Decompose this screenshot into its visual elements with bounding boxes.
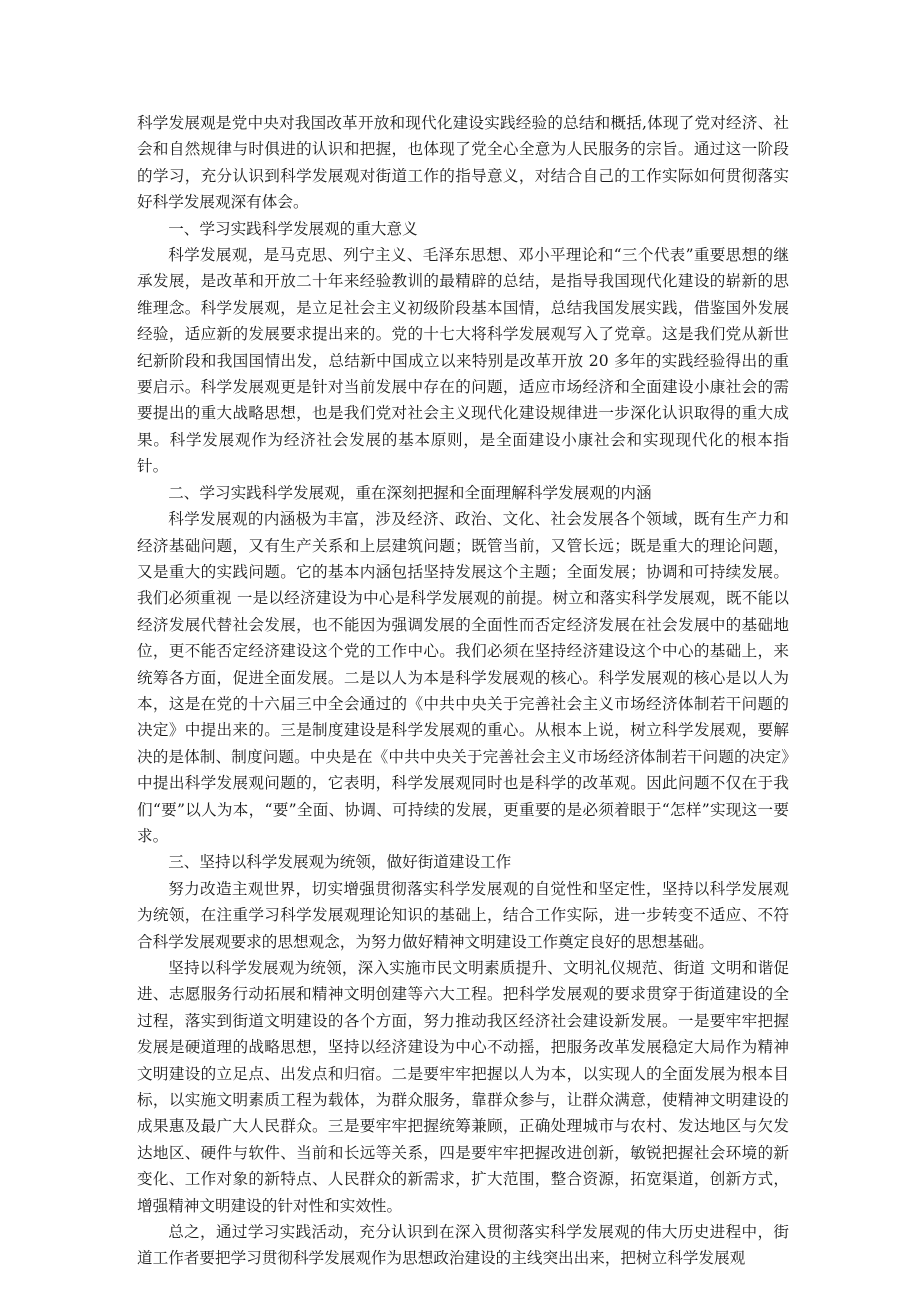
body-paragraph: 科学发展观，是马克思、列宁主义、毛泽东思想、邓小平理论和“三个代表”重要思想的继承发展，是改革和开放二十年来经验教训的最精辟的总结，是指导我国现代化建设的崭新的思维理念。科学发展观，是立足社会主义初级阶段基本国情，总结我国发展实践，借鉴国外发展经验，适应新的发展要求提出来的。党的十七大将科学发展观写入了党章。这是我们党从新世纪新阶段和我国国情出发，总结新中国成立以来特别是改革开放 20 多年的实践经验得出的重要启示。科学发展观更是针对当前发展中存在的问题，适应市场经济和全面建设小康社会的需要提出的重大战略思想，也是我们党对社会主义现代化建设规律进一步深化认识取得的重大成果。科学发展观作为经济社会发展的基本原则，是全面建设小康社会和实现现代化的根本指针。: [137, 246, 789, 476]
body-paragraph: 坚持以科学发展观为统领，深入实施市民文明素质提升、文明礼仪规范、街道 文明和谐促进、志愿服务行动拓展和精神文明创建等六大工程。把科学发展观的要求贯穿于街道建设的全过程，落实到街道文明建设的各个方面，努力推动我区经济社会建设新发展。一是要牢牢把握发展是硬道理的战略思想，坚持以经济建设为中心不动摇，把服务改革发展稳定大局作为精神文明建设的立足点、出发点和归宿。二是要牢牢把握以人为本，以实现人的全面发展为根本目标，以实施文明素质工程为载体，为群众服务，靠群众参与，让群众满意，使精神文明建设的成果惠及最广大人民群众。三是要牢牢把握统筹兼顾，正确处理城市与农村、发达地区与欠发达地区、硬件与软件、当前和长远等关系，四是要牢牢把握改进创新，敏锐把握社会环境的新变化、工作对象的新特点、人民群众的新需求，扩大范围，整合资源，拓宽渠道，创新方式，增强精神文明建设的针对性和实效性。: [137, 959, 789, 1215]
section-heading-3: 三、坚持以科学发展观为统领，做好街道建设工作: [168, 853, 512, 872]
document-body: [137, 110, 789, 1272]
conclusion-paragraph: 总之，通过学习实践活动，充分认识到在深入贯彻落实科学发展观的伟大历史进程中，街道工作者要把学习贯彻科学发展观作为思想政治建设的主线突出出来，把树立科学发展观: [137, 1223, 789, 1268]
intro-paragraph: 科学发展观是党中央对我国改革开放和现代化建设实践经验的总结和概括,体现了党对经济、社会和自然规律与时俱进的认识和把握，也体现了党全心全意为人民服务的宗旨。通过这一阶段的学习，充分认识到科学发展观对街道工作的指导意义，对结合自己的工作实际如何贯彻落实好科学发展观深有体会。: [137, 114, 789, 212]
body-paragraph: 努力改造主观世界，切实增强贯彻落实科学发展观的自觉性和坚定性，坚持以科学发展观为统领，在注重学习科学发展观理论知识的基础上，结合工作实际，进一步转变不适应、不符合科学发展观要求的思想观念，为努力做好精神文明建设工作奠定良好的思想基础。: [137, 879, 789, 951]
section-heading-1: 一、学习实践科学发展观的重大意义: [168, 219, 418, 238]
section-heading-2: 二、学习实践科学发展观，重在深刻把握和全面理解科学发展观的内涵: [168, 483, 652, 502]
body-paragraph: 科学发展观的内涵极为丰富，涉及经济、政治、文化、社会发展各个领域，既有生产力和经济基础问题，又有生产关系和上层建筑问题；既管当前，又管长远；既是重大的理论问题，又是重大的实践问题。它的基本内涵包括坚持发展这个主题；全面发展；协调和可持续发展。我们必须重视 一是以经济建设为中心是科学发展观的前提。树立和落实科学发展观，既不能以经济发展代替社会发展，也不能因为强调发展的全面性而否定经济发展在社会发展中的基础地位，更不能否定经济建设这个党的工作中心。我们必须在坚持经济建设这个中心的基础上，来统筹各方面，促进全面发展。二是以人为本是科学发展观的核心。科学发展观的核心是以人为本，这是在党的十六届三中全会通过的《中共中央关于完善社会主义市场经济体制若干问题的决定》中提出来的。三是制度建设是科学发展观的重心。从根本上说，树立科学发展观，要解决的是体制、制度问题。中央是在《中共中央关于完善社会主义市场经济体制若干问题的决定》中提出科学发展观问题的，它表明，科学发展观同时也是科学的改革观。因此问题不仅在于我们“要”以人为本，“要”全面、协调、可持续的发展，更重要的是必须着眼于“怎样”实现这一要求。: [137, 510, 789, 845]
